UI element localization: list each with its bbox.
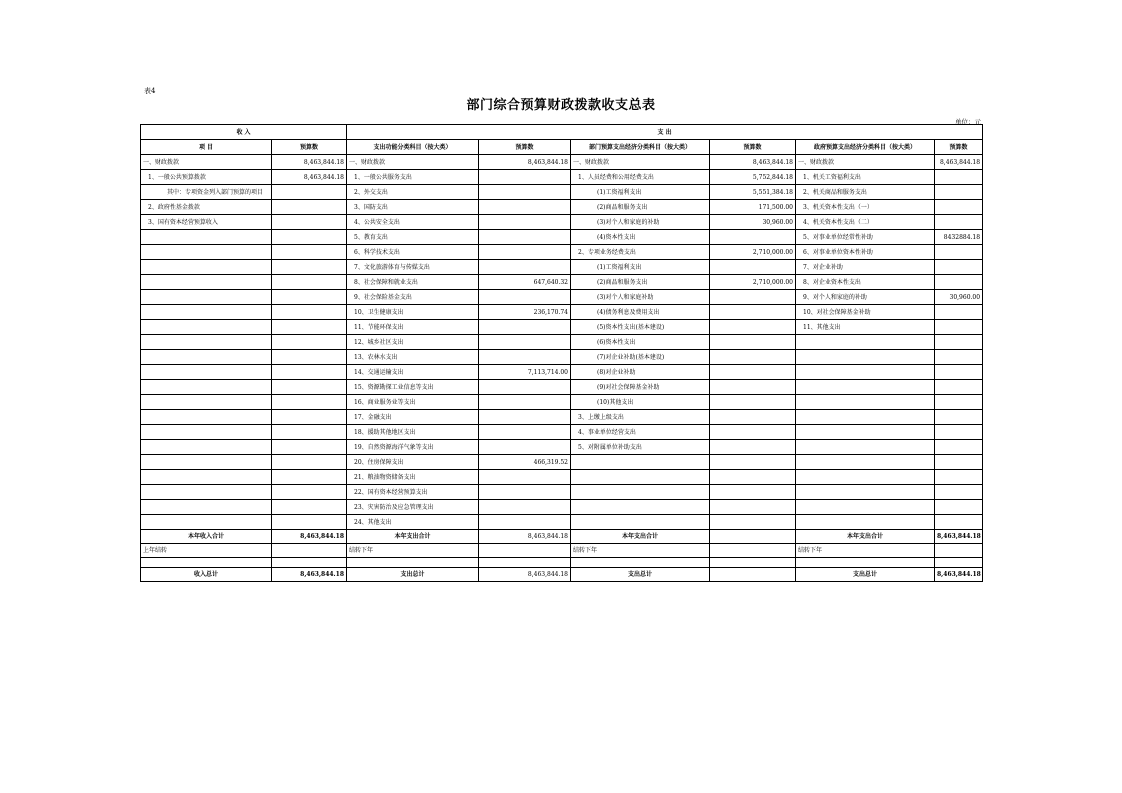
gov-econ-value (935, 260, 983, 275)
income-item (141, 455, 272, 470)
func-item: 14、交通运输支出 (347, 365, 479, 380)
func-value (479, 425, 571, 440)
gov-econ-value (935, 500, 983, 515)
dept-econ-item (571, 485, 710, 500)
table-row (141, 305, 983, 320)
income-value (272, 230, 347, 245)
gov-econ-value (935, 350, 983, 365)
gov-econ-value (935, 185, 983, 200)
dept-econ-value (710, 320, 796, 335)
dept-econ-item: 一、财政拨款 (571, 155, 710, 170)
dept-econ-value (710, 485, 796, 500)
income-value (272, 350, 347, 365)
income-value (272, 380, 347, 395)
dept-econ-value (710, 380, 796, 395)
income-item (141, 260, 272, 275)
page-title: 部门综合预算财政拨款收支总表 (466, 98, 656, 113)
dept-econ-item (571, 515, 710, 530)
func-item: 12、城乡社区支出 (347, 335, 479, 350)
table-row (141, 500, 983, 515)
col-func-header: 支出功能分类科目（按大类） (347, 140, 479, 155)
func-value (479, 185, 571, 200)
func-item: 10、卫生健康支出 (347, 305, 479, 320)
gov-econ-value (935, 380, 983, 395)
gov-econ-value (935, 245, 983, 260)
table-row (141, 185, 983, 200)
income-value (272, 290, 347, 305)
prior-year-carry-value (272, 544, 347, 558)
func-grand-total-label: 支出总计 (347, 568, 479, 582)
year-dept-total-value (710, 530, 796, 544)
table-number: 表4 (144, 87, 156, 95)
income-value (272, 485, 347, 500)
func-value: 466,319.52 (479, 455, 571, 470)
dept-econ-item: (7)对企业补助(基本建设) (571, 350, 710, 365)
income-item (141, 320, 272, 335)
gov-econ-value: 30,960.00 (935, 290, 983, 305)
gov-econ-value (935, 425, 983, 440)
income-item (141, 380, 272, 395)
col-income-budget-header: 预算数 (272, 140, 347, 155)
gov-econ-item (796, 455, 935, 470)
func-item: 1、一般公共服务支出 (347, 170, 479, 185)
dept-econ-item (571, 470, 710, 485)
func-item: 23、灾害防治及应急管理支出 (347, 500, 479, 515)
dept-econ-value (710, 230, 796, 245)
gov-econ-value: 8432884.18 (935, 230, 983, 245)
income-item (141, 335, 272, 350)
gov-econ-value (935, 470, 983, 485)
dept-econ-item (571, 500, 710, 515)
income-value (272, 335, 347, 350)
income-value (272, 500, 347, 515)
func-value (479, 500, 571, 515)
income-value (272, 200, 347, 215)
income-item (141, 515, 272, 530)
income-value (272, 455, 347, 470)
gov-econ-item: 8、对企业资本性支出 (796, 275, 935, 290)
gov-econ-value (935, 200, 983, 215)
table-row (141, 170, 983, 185)
dept-econ-value: 30,960.00 (710, 215, 796, 230)
table-row (141, 230, 983, 245)
gov-carry-label: 结转下年 (796, 544, 935, 558)
gov-econ-item (796, 395, 935, 410)
func-value (479, 215, 571, 230)
table-row (141, 455, 983, 470)
prior-year-carry-label: 上年结转 (141, 544, 272, 558)
func-value (479, 350, 571, 365)
unit-label: 单位：元 (955, 118, 981, 126)
income-item (141, 365, 272, 380)
func-grand-total-value: 8,463,844.18 (479, 568, 571, 582)
gov-econ-item (796, 335, 935, 350)
func-item: 18、援助其他地区支出 (347, 425, 479, 440)
income-value: 8,463,844.18 (272, 155, 347, 170)
dept-econ-value: 5,752,844.18 (710, 170, 796, 185)
dept-econ-value (710, 425, 796, 440)
func-item: 15、资源勘探工业信息等支出 (347, 380, 479, 395)
income-item (141, 245, 272, 260)
dept-econ-value (710, 365, 796, 380)
dept-econ-item (571, 455, 710, 470)
dept-econ-value (710, 515, 796, 530)
func-carry-value (479, 544, 571, 558)
gov-econ-item (796, 485, 935, 500)
table-row (141, 275, 983, 290)
income-value (272, 395, 347, 410)
income-item (141, 290, 272, 305)
year-income-total-value: 8,463,844.18 (272, 530, 347, 544)
func-item: 4、公共安全支出 (347, 215, 479, 230)
func-value (479, 335, 571, 350)
table-row (141, 335, 983, 350)
func-value (479, 410, 571, 425)
gov-econ-item: 2、机关商品和服务支出 (796, 185, 935, 200)
gov-econ-item: 4、机关资本性支出（二） (796, 215, 935, 230)
dept-econ-item: (10)其他支出 (571, 395, 710, 410)
dept-econ-item: (4)债务利息及费用支出 (571, 305, 710, 320)
income-value (272, 245, 347, 260)
col-dept-econ-header: 部门预算支出经济分类科目（按大类） (571, 140, 710, 155)
func-item: 20、住房保障支出 (347, 455, 479, 470)
income-item (141, 230, 272, 245)
func-value (479, 245, 571, 260)
income-grand-total-value: 8,463,844.18 (272, 568, 347, 582)
income-item (141, 500, 272, 515)
income-value (272, 515, 347, 530)
carry-row (141, 544, 983, 558)
gov-econ-value (935, 275, 983, 290)
func-item: 7、文化旅游体育与传媒支出 (347, 260, 479, 275)
income-group-label: 收 入 (236, 128, 251, 136)
income-item: 3、国有资本经营预算收入 (141, 215, 272, 230)
income-value (272, 215, 347, 230)
gov-econ-value (935, 365, 983, 380)
func-item: 19、自然资源海洋气象等支出 (347, 440, 479, 455)
col-item-header: 项 目 (141, 140, 272, 155)
expense-group-header (347, 125, 983, 140)
func-value: 647,640.32 (479, 275, 571, 290)
gov-econ-item (796, 365, 935, 380)
gov-econ-item: 1、机关工资福利支出 (796, 170, 935, 185)
year-gov-total-value: 8,463,844.18 (935, 530, 983, 544)
income-value (272, 365, 347, 380)
dept-econ-value: 2,710,000.00 (710, 275, 796, 290)
table-row (141, 155, 983, 170)
income-item (141, 485, 272, 500)
dept-econ-item: (8)对企业补助 (571, 365, 710, 380)
dept-grand-total-label: 支出总计 (571, 568, 710, 582)
year-income-total-label: 本年收入合计 (141, 530, 272, 544)
dept-econ-value (710, 395, 796, 410)
gov-econ-item (796, 350, 935, 365)
table-row (141, 290, 983, 305)
gov-econ-value (935, 395, 983, 410)
dept-econ-value (710, 410, 796, 425)
table-row (141, 515, 983, 530)
gov-econ-item: 一、财政拨款 (796, 155, 935, 170)
func-item: 16、商业服务业等支出 (347, 395, 479, 410)
income-item (141, 425, 272, 440)
income-grand-total-label: 收入总计 (141, 568, 272, 582)
gov-econ-item: 7、对企业补助 (796, 260, 935, 275)
dept-econ-item: (1)工资福利支出 (571, 260, 710, 275)
gov-econ-value (935, 515, 983, 530)
dept-econ-value (710, 335, 796, 350)
table-row (141, 470, 983, 485)
dept-econ-item: (6)资本性支出 (571, 335, 710, 350)
dept-econ-value: 8,463,844.18 (710, 155, 796, 170)
func-value (479, 515, 571, 530)
year-total-row (141, 530, 983, 544)
table-row (141, 320, 983, 335)
col-gov-econ-header: 政府预算支出经济分类科目（按大类） (796, 140, 935, 155)
dept-econ-value (710, 260, 796, 275)
col-func-budget-header: 预算数 (479, 140, 571, 155)
income-value (272, 185, 347, 200)
income-item: 2、政府性基金拨款 (141, 200, 272, 215)
dept-econ-item: (3)对个人和家庭的补助 (571, 215, 710, 230)
dept-econ-item: (1)工资福利支出 (571, 185, 710, 200)
func-value: 7,113,714.00 (479, 365, 571, 380)
dept-econ-item: (2)商品和服务支出 (571, 275, 710, 290)
dept-econ-value: 171,500.00 (710, 200, 796, 215)
gov-econ-value (935, 440, 983, 455)
gov-econ-item (796, 410, 935, 425)
gov-carry-value (935, 544, 983, 558)
year-gov-total-label: 本年支出合计 (796, 530, 935, 544)
gov-econ-item (796, 500, 935, 515)
table-row (141, 440, 983, 455)
func-item: 17、金融支出 (347, 410, 479, 425)
func-item: 13、农林水支出 (347, 350, 479, 365)
dept-econ-item: (3)对个人和家庭补助 (571, 290, 710, 305)
dept-econ-item: 5、对附属单位补助支出 (571, 440, 710, 455)
dept-econ-item: 3、上缴上级支出 (571, 410, 710, 425)
income-value (272, 425, 347, 440)
dept-econ-value (710, 455, 796, 470)
income-item: 一、财政拨款 (141, 155, 272, 170)
income-item (141, 350, 272, 365)
gov-econ-value (935, 485, 983, 500)
func-value: 236,170.74 (479, 305, 571, 320)
func-item: 21、粮油物资储备支出 (347, 470, 479, 485)
dept-econ-item: (4)资本性支出 (571, 230, 710, 245)
dept-econ-value (710, 440, 796, 455)
func-value (479, 290, 571, 305)
func-value (479, 200, 571, 215)
income-value (272, 410, 347, 425)
func-value (479, 230, 571, 245)
dept-econ-value (710, 470, 796, 485)
func-value (479, 485, 571, 500)
table-row (141, 425, 983, 440)
gov-econ-item (796, 515, 935, 530)
income-item (141, 395, 272, 410)
income-group-header (141, 125, 347, 140)
func-value (479, 470, 571, 485)
func-item: 2、外交支出 (347, 185, 479, 200)
year-func-total-value: 8,463,844.18 (479, 530, 571, 544)
func-value (479, 380, 571, 395)
dept-carry-label: 结转下年 (571, 544, 710, 558)
dept-carry-value (710, 544, 796, 558)
income-item (141, 305, 272, 320)
func-item: 24、其他支出 (347, 515, 479, 530)
func-value (479, 260, 571, 275)
dept-econ-item: 1、人员经费和公用经费支出 (571, 170, 710, 185)
budget-ledger-table (140, 124, 983, 582)
dept-econ-value: 2,710,000.00 (710, 245, 796, 260)
table-row (141, 215, 983, 230)
income-item (141, 470, 272, 485)
income-item (141, 410, 272, 425)
dept-econ-value (710, 350, 796, 365)
func-item: 9、社会保险基金支出 (347, 290, 479, 305)
income-value: 8,463,844.18 (272, 170, 347, 185)
gov-econ-item (796, 425, 935, 440)
gov-econ-item: 10、对社会保障基金补助 (796, 305, 935, 320)
func-item: 22、国有资本经营预算支出 (347, 485, 479, 500)
dept-econ-item: 2、专项业务经费支出 (571, 245, 710, 260)
dept-econ-value (710, 305, 796, 320)
gov-econ-value (935, 305, 983, 320)
func-item: 8、社会保障和就业支出 (347, 275, 479, 290)
func-carry-label: 结转下年 (347, 544, 479, 558)
table-row (141, 410, 983, 425)
func-item: 6、科学技术支出 (347, 245, 479, 260)
year-dept-total-label: 本年支出合计 (571, 530, 710, 544)
func-item: 11、节能环保支出 (347, 320, 479, 335)
func-value (479, 320, 571, 335)
gov-econ-value (935, 455, 983, 470)
income-value (272, 260, 347, 275)
dept-econ-item: (2)商品和服务支出 (571, 200, 710, 215)
gov-grand-total-value: 8,463,844.18 (935, 568, 983, 582)
gov-econ-item (796, 440, 935, 455)
table-row (141, 200, 983, 215)
gov-econ-item (796, 380, 935, 395)
income-value (272, 440, 347, 455)
col-gov-budget-header: 预算数 (935, 140, 983, 155)
table-row (141, 365, 983, 380)
year-func-total-label: 本年支出合计 (347, 530, 479, 544)
func-value (479, 170, 571, 185)
income-item: 1、一般公共预算拨款 (141, 170, 272, 185)
gov-econ-value (935, 410, 983, 425)
income-value (272, 470, 347, 485)
dept-econ-value (710, 500, 796, 515)
expense-group-label: 支 出 (657, 128, 672, 136)
table-row (141, 350, 983, 365)
gov-econ-item: 6、对事业单位资本性补助 (796, 245, 935, 260)
gov-econ-value (935, 320, 983, 335)
income-value (272, 305, 347, 320)
gov-econ-item: 5、对事业单位经常性补助 (796, 230, 935, 245)
gov-grand-total-label: 支出总计 (796, 568, 935, 582)
gov-econ-value: 8,463,844.18 (935, 155, 983, 170)
gov-econ-value (935, 215, 983, 230)
income-item (141, 440, 272, 455)
table-row (141, 395, 983, 410)
col-dept-budget-header: 预算数 (710, 140, 796, 155)
table-row (141, 380, 983, 395)
dept-econ-item: (9)对社会保障基金补助 (571, 380, 710, 395)
income-value (272, 320, 347, 335)
income-value (272, 275, 347, 290)
dept-econ-item: (5)资本性支出(基本建设) (571, 320, 710, 335)
dept-econ-value: 5,551,384.18 (710, 185, 796, 200)
gov-econ-value (935, 335, 983, 350)
func-item: 一、财政拨款 (347, 155, 479, 170)
dept-econ-value (710, 290, 796, 305)
gov-econ-value (935, 170, 983, 185)
table-row (141, 485, 983, 500)
func-item: 3、国防支出 (347, 200, 479, 215)
gov-econ-item: 11、其他支出 (796, 320, 935, 335)
grand-total-row (141, 568, 983, 582)
gov-econ-item (796, 470, 935, 485)
spacer-row (141, 558, 983, 568)
func-item: 5、教育支出 (347, 230, 479, 245)
gov-econ-item: 9、对个人和家庭的补助 (796, 290, 935, 305)
income-item (141, 275, 272, 290)
func-value (479, 440, 571, 455)
group-header-row (141, 125, 983, 140)
column-header-row (141, 140, 983, 155)
ledger-body (141, 155, 983, 530)
table-row (141, 245, 983, 260)
dept-econ-item: 4、事业单位经营支出 (571, 425, 710, 440)
func-value: 8,463,844.18 (479, 155, 571, 170)
gov-econ-item: 3、机关资本性支出（一） (796, 200, 935, 215)
table-row (141, 260, 983, 275)
income-item: 其中：专项资金列入部门预算的项目 (141, 185, 272, 200)
dept-grand-total-value (710, 568, 796, 582)
func-value (479, 395, 571, 410)
